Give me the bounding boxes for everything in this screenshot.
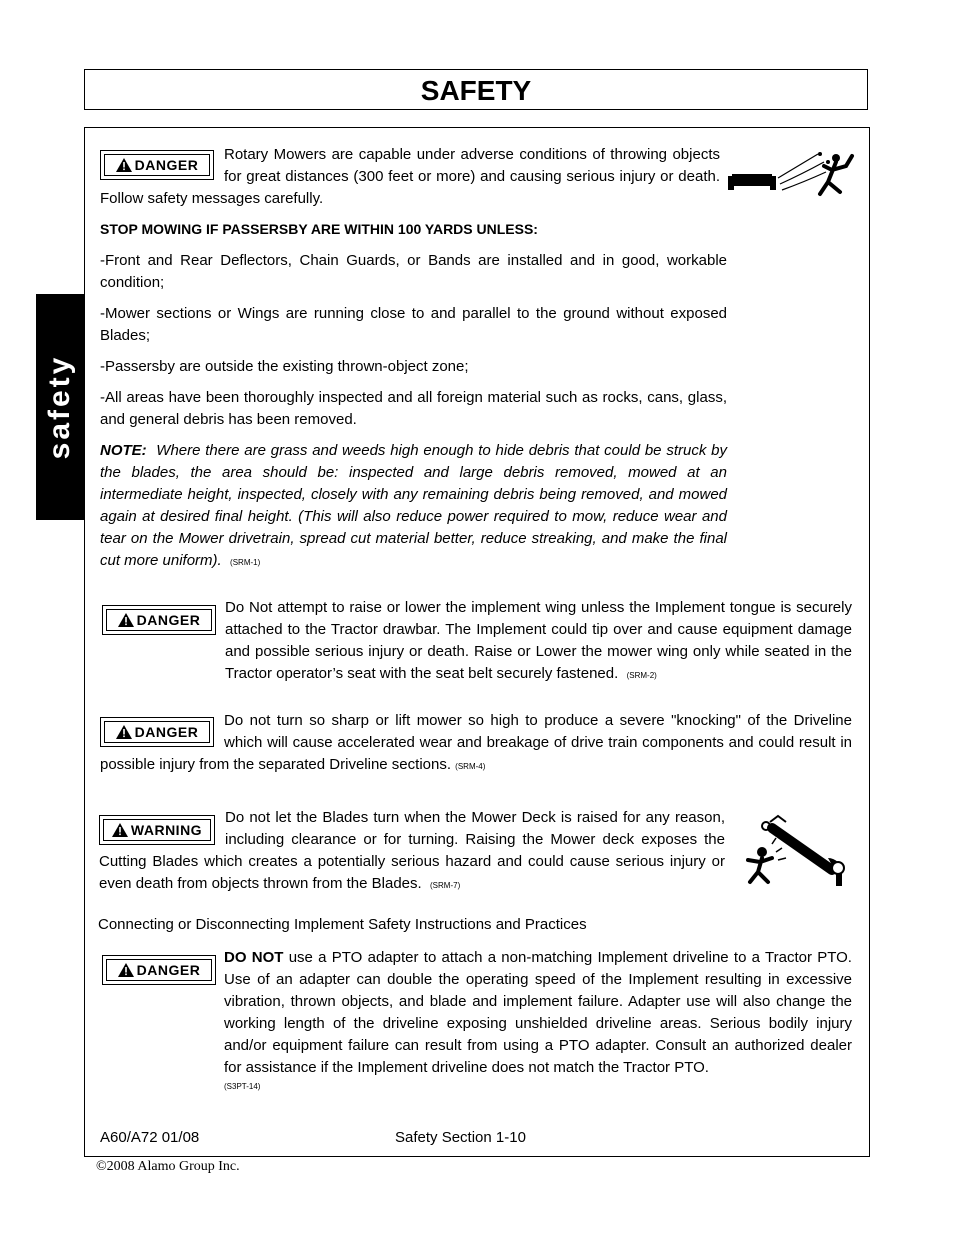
thrown-objects-text: Rotary Mowers are capable under adverse conditions of throwing objects for great distances (300 feet or more) and causing serious injury or death. Follow safety messages carefully. <box>100 146 720 207</box>
warning-triangle-icon <box>116 725 132 739</box>
danger-label: DANGER <box>136 962 201 978</box>
raised-deck-hazard-icon <box>742 808 846 888</box>
danger-label: DANGER <box>134 157 199 173</box>
pto-code: (S3PT-14) <box>224 1082 261 1091</box>
danger-badge <box>102 955 216 985</box>
warning-block-blades <box>99 807 725 897</box>
wing-text: Do Not attempt to raise or lower the implement wing unless the Implement tongue is securely attached to the Tractor drawbar. The Implement could tip over and cause equipment damage and possible serious injury or death. Raise or Lower the mower wing only while seated in the Tractor operator’s seat with the seat belt securely fastened. <box>225 599 852 682</box>
driveline-text: Do not turn so sharp or lift mower so high to produce a severe "knocking" of the Driveline which will cause accelerated wear and breakage of drive train components and could result in possible injury from the separated Driveline sections. <box>100 712 852 773</box>
blades-text: Do not let the Blades turn when the Mower Deck is raised for any reason, including clearance or for turning. Raising the Mower deck exposes the Cutting Blades which creates a potentially serious hazard and could cause serious injury or even death from objects thrown from the Blades. <box>99 809 725 892</box>
warning-triangle-icon <box>112 823 128 837</box>
warning-triangle-icon <box>116 158 132 172</box>
side-tab-label: safety <box>43 354 76 460</box>
danger-badge <box>100 717 214 747</box>
copyright: ©2008 Alamo Group Inc. <box>96 1159 240 1174</box>
section-heading: Connecting or Disconnecting Implement Safety Instructions and Practices <box>98 916 587 933</box>
danger-block-thrown-objects <box>100 144 720 210</box>
list-item-mower-sections: -Mower sections or Wings are running close to and parallel to the ground without exposed Blades; <box>100 305 727 344</box>
footer-model: A60/A72 01/08 <box>100 1129 200 1146</box>
danger-block-pto <box>224 947 852 1093</box>
list-item-passersby: -Passersby are outside the existing thrown-object zone; <box>100 358 469 375</box>
pto-text: use a PTO adapter to attach a non-matching Implement driveline to a Tractor PTO. Use of an adapter can double the operating speed of the Implement resulting in excessive vibration, thrown objects, and blade and implement failure. Adapter use will also change the working length of the driveline exposing unshielded driveline areas. Serious bodily injury and/or equipment failure can result from using a PTO adapter. Consult an authorized dealer for assistance if the Implement driveline does not match the Tractor PTO. <box>224 949 852 1076</box>
danger-block-driveline <box>100 710 852 778</box>
warning-label: WARNING <box>130 822 203 838</box>
page-title: SAFETY <box>84 69 868 110</box>
footer-section: Safety Section 1-10 <box>395 1129 526 1146</box>
danger-label: DANGER <box>134 724 199 740</box>
blades-code: (SRM-7) <box>430 881 461 890</box>
danger-label: DANGER <box>136 612 201 628</box>
note-text: Where there are grass and weeds high enough to hide debris that could be struck by the blades, the area should be: inspected and large debris removed, mowed at an intermediate height, inspected, closely with any remaining debris being removed, and mowed again at desired final height. (This will also reduce power required to mow, reduce wear and tear on the Mower drivetrain, spread cut material better, reduce streaking, and make the final cut more uniform). <box>100 442 727 569</box>
thrown-object-hazard-icon <box>728 148 856 200</box>
danger-badge <box>102 605 216 635</box>
warning-triangle-icon <box>118 963 134 977</box>
list-item-deflectors: -Front and Rear Deflectors, Chain Guards, or Bands are installed and in good, workable condition; <box>100 252 727 291</box>
wing-code: (SRM-2) <box>626 671 657 680</box>
danger-block-wing <box>225 597 852 687</box>
danger-badge <box>100 150 214 180</box>
list-item-inspected: -All areas have been thoroughly inspected and all foreign material such as rocks, cans, glass, and general debris has been removed. <box>100 389 727 428</box>
warning-badge <box>99 815 215 845</box>
note-code: (SRM-1) <box>230 558 261 567</box>
note-label: NOTE: <box>100 442 147 459</box>
pto-bold: DO NOT <box>224 949 284 966</box>
note-paragraph <box>100 440 727 574</box>
side-tab <box>36 294 84 520</box>
warning-triangle-icon <box>118 613 134 627</box>
driveline-code: (SRM-4) <box>455 762 486 771</box>
stop-mowing-heading: STOP MOWING IF PASSERSBY ARE WITHIN 100 YARDS UNLESS: <box>100 221 538 237</box>
